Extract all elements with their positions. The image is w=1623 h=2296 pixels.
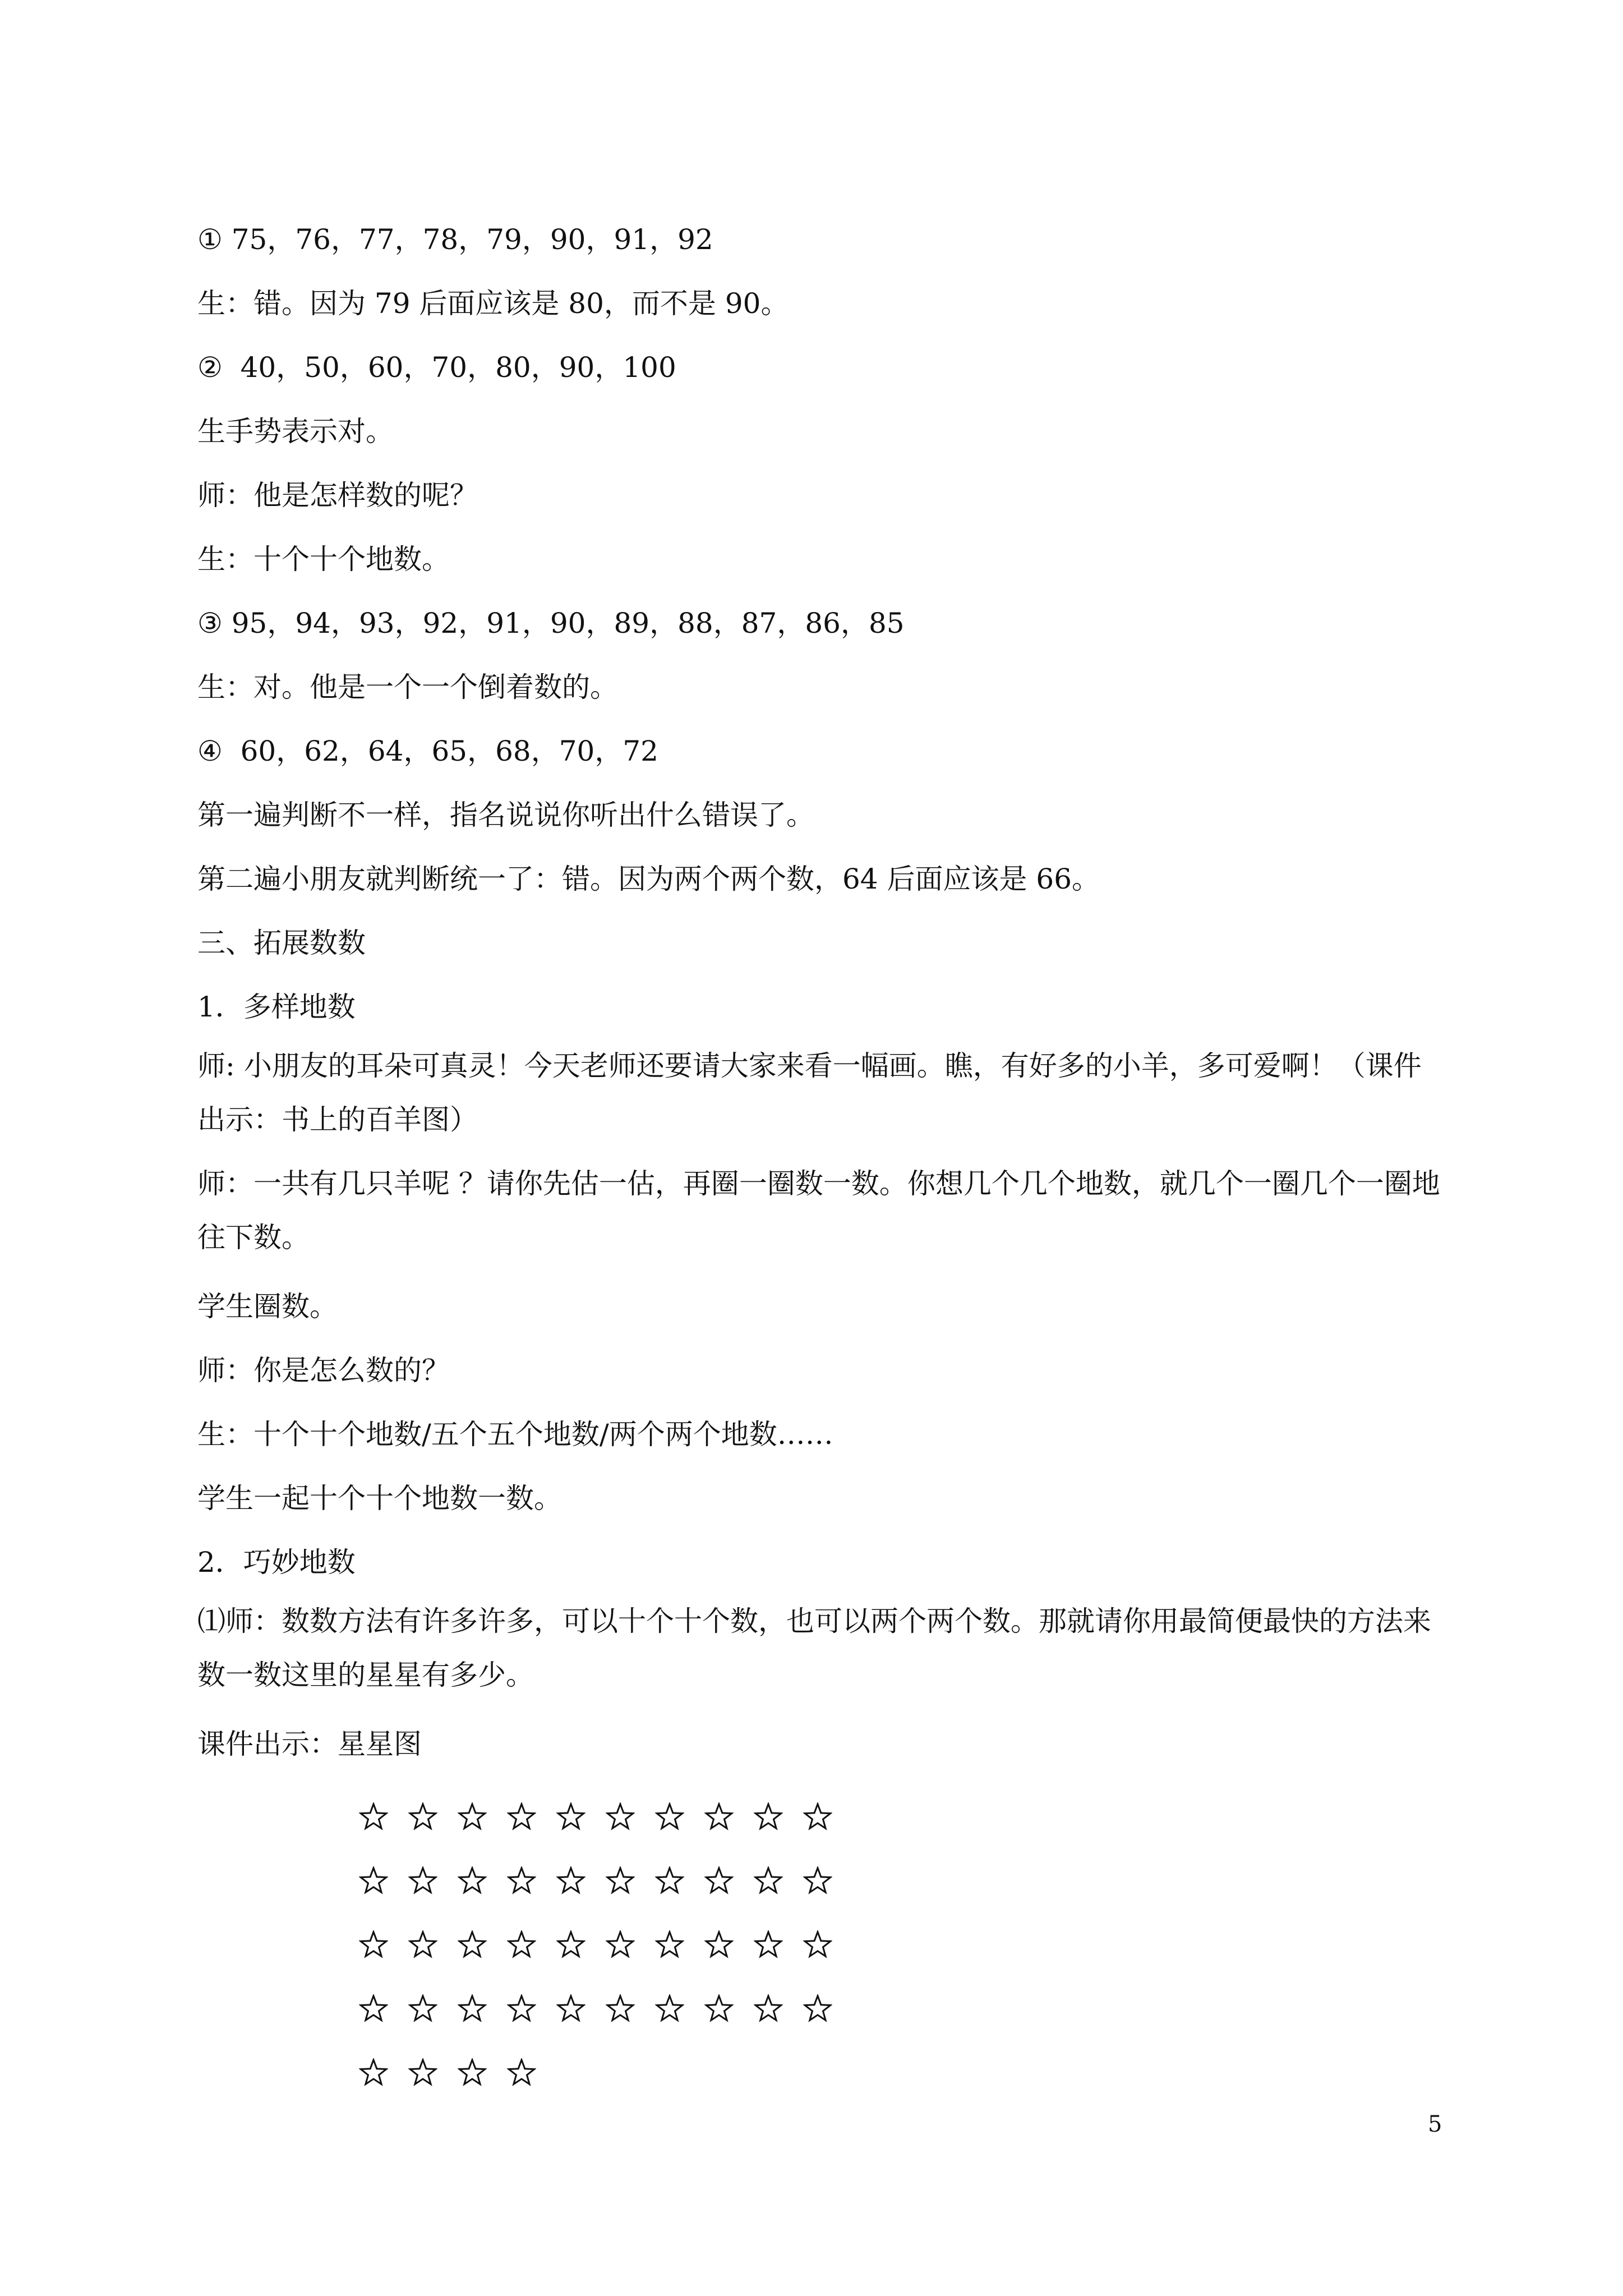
star-outline-icon — [556, 1992, 606, 2026]
star-outline-icon — [606, 1864, 655, 1898]
star-outline-icon — [458, 1864, 507, 1898]
line-teacher-question-2: 师：你是怎么数的？ — [197, 1354, 450, 1387]
star-outline-icon — [556, 1864, 606, 1898]
star-outline-icon — [507, 1800, 556, 1834]
line-teacher-sheep-count: 师：一共有几只羊呢 ？请你先估一估，再圈一圈数一数。你想几个几个地数，就几个一圈几个一圈地往下数。 — [197, 1167, 1440, 1254]
star-grid — [359, 1785, 852, 2105]
star-outline-icon — [803, 1928, 852, 1962]
line-teacher-stars: ⑴师：数数方法有许多许多，可以十个十个数，也可以两个两个数。那就请你用最简便最快的方法来数一数这里的星星有多少。 — [197, 1605, 1431, 1691]
star-row — [359, 2041, 852, 2105]
line-students-circle: 学生圈数。 — [197, 1290, 338, 1323]
star-outline-icon — [803, 1800, 852, 1834]
star-outline-icon — [408, 1800, 458, 1834]
star-outline-icon — [408, 1928, 458, 1962]
star-outline-icon — [458, 1992, 507, 2026]
line-sequence-3: ③ 95，94，93，92，91，90，89，88，87，86，85 — [197, 607, 905, 639]
star-row — [359, 1913, 852, 1977]
star-row — [359, 1785, 852, 1849]
line-teacher-sheep-picture: 师: 小朋友的耳朵可真灵！今天老师还要请大家来看一幅画。瞧，有好多的小羊，多可爱啊！（课件出示：书上的百羊图） — [197, 1050, 1422, 1136]
document-body — [197, 208, 1442, 1776]
star-outline-icon — [754, 1800, 803, 1834]
star-outline-icon — [359, 1800, 408, 1834]
star-outline-icon — [458, 2056, 507, 2090]
line-sequence-2: ② 40，50，60，70，80，90，100 — [197, 351, 676, 384]
line-sequence-4: ④ 60，62，64，65，68，70，72 — [197, 735, 658, 767]
section-heading-3: 三、拓展数数 — [197, 927, 366, 959]
star-row — [359, 1849, 852, 1913]
star-outline-icon — [556, 1928, 606, 1962]
star-outline-icon — [507, 1992, 556, 2026]
line-first-judgement: 第一遍判断不一样，指名说说你听出什么错误了。 — [197, 799, 814, 831]
star-outline-icon — [408, 1864, 458, 1898]
star-outline-icon — [606, 1928, 655, 1962]
star-outline-icon — [507, 1864, 556, 1898]
star-outline-icon — [704, 1928, 754, 1962]
subheading-2: 2．巧妙地数 — [197, 1546, 356, 1579]
line-answer-3: 生：对。他是一个一个倒着数的。 — [197, 671, 618, 703]
page-number: 5 — [1428, 2111, 1442, 2137]
star-outline-icon — [754, 1864, 803, 1898]
line-gesture: 生手势表示对。 — [197, 415, 394, 448]
star-outline-icon — [408, 1992, 458, 2026]
star-row — [359, 1977, 852, 2041]
star-outline-icon — [704, 1992, 754, 2026]
star-outline-icon — [359, 1864, 408, 1898]
subheading-1: 1．多样地数 — [197, 991, 356, 1023]
line-teacher-question-1: 师：他是怎样数的呢？ — [197, 479, 478, 512]
star-outline-icon — [655, 1992, 704, 2026]
star-outline-icon — [359, 2056, 408, 2090]
line-answer-2: 生：十个十个地数。 — [197, 543, 450, 576]
star-outline-icon — [606, 1800, 655, 1834]
star-outline-icon — [359, 1928, 408, 1962]
star-outline-icon — [754, 1928, 803, 1962]
line-count-together: 学生一起十个十个地数一数。 — [197, 1482, 562, 1515]
star-outline-icon — [556, 1800, 606, 1834]
star-outline-icon — [655, 1928, 704, 1962]
star-outline-icon — [655, 1800, 704, 1834]
star-outline-icon — [803, 1864, 852, 1898]
star-outline-icon — [458, 1928, 507, 1962]
star-outline-icon — [704, 1800, 754, 1834]
star-outline-icon — [359, 1992, 408, 2026]
line-sequence-1: ① 75，76，77，78，79，90，91，92 — [197, 223, 713, 256]
line-second-judgement: 第二遍小朋友就判断统一了：错。因为两个两个数，64 后面应该是 66。 — [197, 863, 1100, 895]
star-outline-icon — [606, 1992, 655, 2026]
star-outline-icon — [507, 1928, 556, 1962]
star-outline-icon — [655, 1864, 704, 1898]
star-outline-icon — [754, 1992, 803, 2026]
star-outline-icon — [458, 1800, 507, 1834]
star-outline-icon — [803, 1992, 852, 2026]
line-answer-1: 生：错。因为 79 后面应该是 80，而不是 90。 — [197, 287, 789, 320]
star-outline-icon — [408, 2056, 458, 2090]
star-outline-icon — [704, 1864, 754, 1898]
line-answer-methods: 生：十个十个地数/五个五个地数/两个两个地数…… — [197, 1418, 833, 1451]
line-courseware-stars: 课件出示：星星图 — [197, 1728, 422, 1760]
star-outline-icon — [507, 2056, 556, 2090]
